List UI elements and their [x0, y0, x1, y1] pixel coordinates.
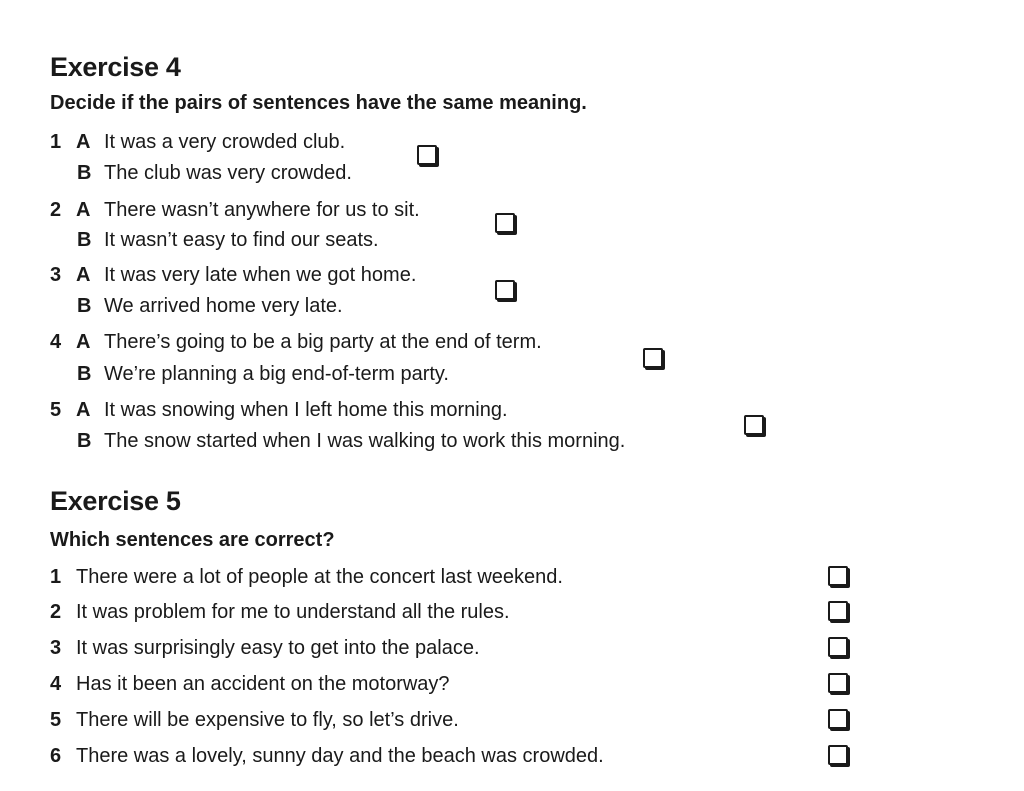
item-number: 1 — [50, 566, 62, 588]
answer-checkbox[interactable] — [495, 213, 515, 233]
sentence-b-label: B — [77, 363, 92, 385]
answer-checkbox[interactable] — [828, 637, 848, 657]
answer-checkbox[interactable] — [495, 280, 515, 300]
item-number: 3 — [50, 264, 62, 286]
sentence-b-label: B — [77, 229, 92, 251]
sentence-a-label: A — [76, 399, 91, 421]
sentence-text: It was surprisingly easy to get into the palace. — [76, 637, 480, 659]
answer-checkbox[interactable] — [744, 415, 764, 435]
exercise-5-title: Exercise 5 — [50, 486, 181, 516]
item-number: 4 — [50, 331, 62, 353]
sentence-a-text: There’s going to be a big party at the end of term. — [104, 331, 542, 353]
sentence-b-label: B — [77, 430, 92, 452]
item-number: 4 — [50, 673, 62, 695]
sentence-a-label: A — [76, 131, 91, 153]
answer-checkbox[interactable] — [828, 601, 848, 621]
sentence-a-text: It was a very crowded club. — [104, 131, 346, 153]
sentence-text: There was a lovely, sunny day and the beach was crowded. — [76, 745, 604, 767]
sentence-b-text: It wasn’t easy to find our seats. — [104, 229, 379, 251]
answer-checkbox[interactable] — [828, 566, 848, 586]
sentence-a-label: A — [76, 331, 91, 353]
item-number: 1 — [50, 131, 62, 153]
item-number: 2 — [50, 601, 62, 623]
answer-checkbox[interactable] — [828, 673, 848, 693]
sentence-a-text: There wasn’t anywhere for us to sit. — [104, 199, 420, 221]
sentence-a-label: A — [76, 199, 91, 221]
sentence-a-text: It was snowing when I left home this morning. — [104, 399, 508, 421]
sentence-b-label: B — [77, 295, 92, 317]
exercise-4-title: Exercise 4 — [50, 52, 181, 82]
item-number: 6 — [50, 745, 62, 767]
sentence-b-text: We arrived home very late. — [104, 295, 343, 317]
sentence-text: Has it been an accident on the motorway? — [76, 673, 450, 695]
sentence-b-text: The snow started when I was walking to work this morning. — [104, 430, 626, 452]
sentence-a-text: It was very late when we got home. — [104, 264, 417, 286]
sentence-text: There were a lot of people at the concert last weekend. — [76, 566, 563, 588]
sentence-a-label: A — [76, 264, 91, 286]
sentence-b-text: The club was very crowded. — [104, 162, 352, 184]
answer-checkbox[interactable] — [828, 745, 848, 765]
sentence-text: It was problem for me to understand all the rules. — [76, 601, 510, 623]
answer-checkbox[interactable] — [643, 348, 663, 368]
item-number: 5 — [50, 709, 62, 731]
sentence-b-label: B — [77, 162, 92, 184]
item-number: 3 — [50, 637, 62, 659]
answer-checkbox[interactable] — [828, 709, 848, 729]
item-number: 5 — [50, 399, 62, 421]
sentence-b-text: We’re planning a big end-of-term party. — [104, 363, 449, 385]
sentence-text: There will be expensive to fly, so let’s drive. — [76, 709, 459, 731]
exercise-4-instruction: Decide if the pairs of sentences have the same meaning. — [50, 92, 587, 114]
exercise-5-instruction: Which sentences are correct? — [50, 529, 335, 551]
item-number: 2 — [50, 199, 62, 221]
answer-checkbox[interactable] — [417, 145, 437, 165]
